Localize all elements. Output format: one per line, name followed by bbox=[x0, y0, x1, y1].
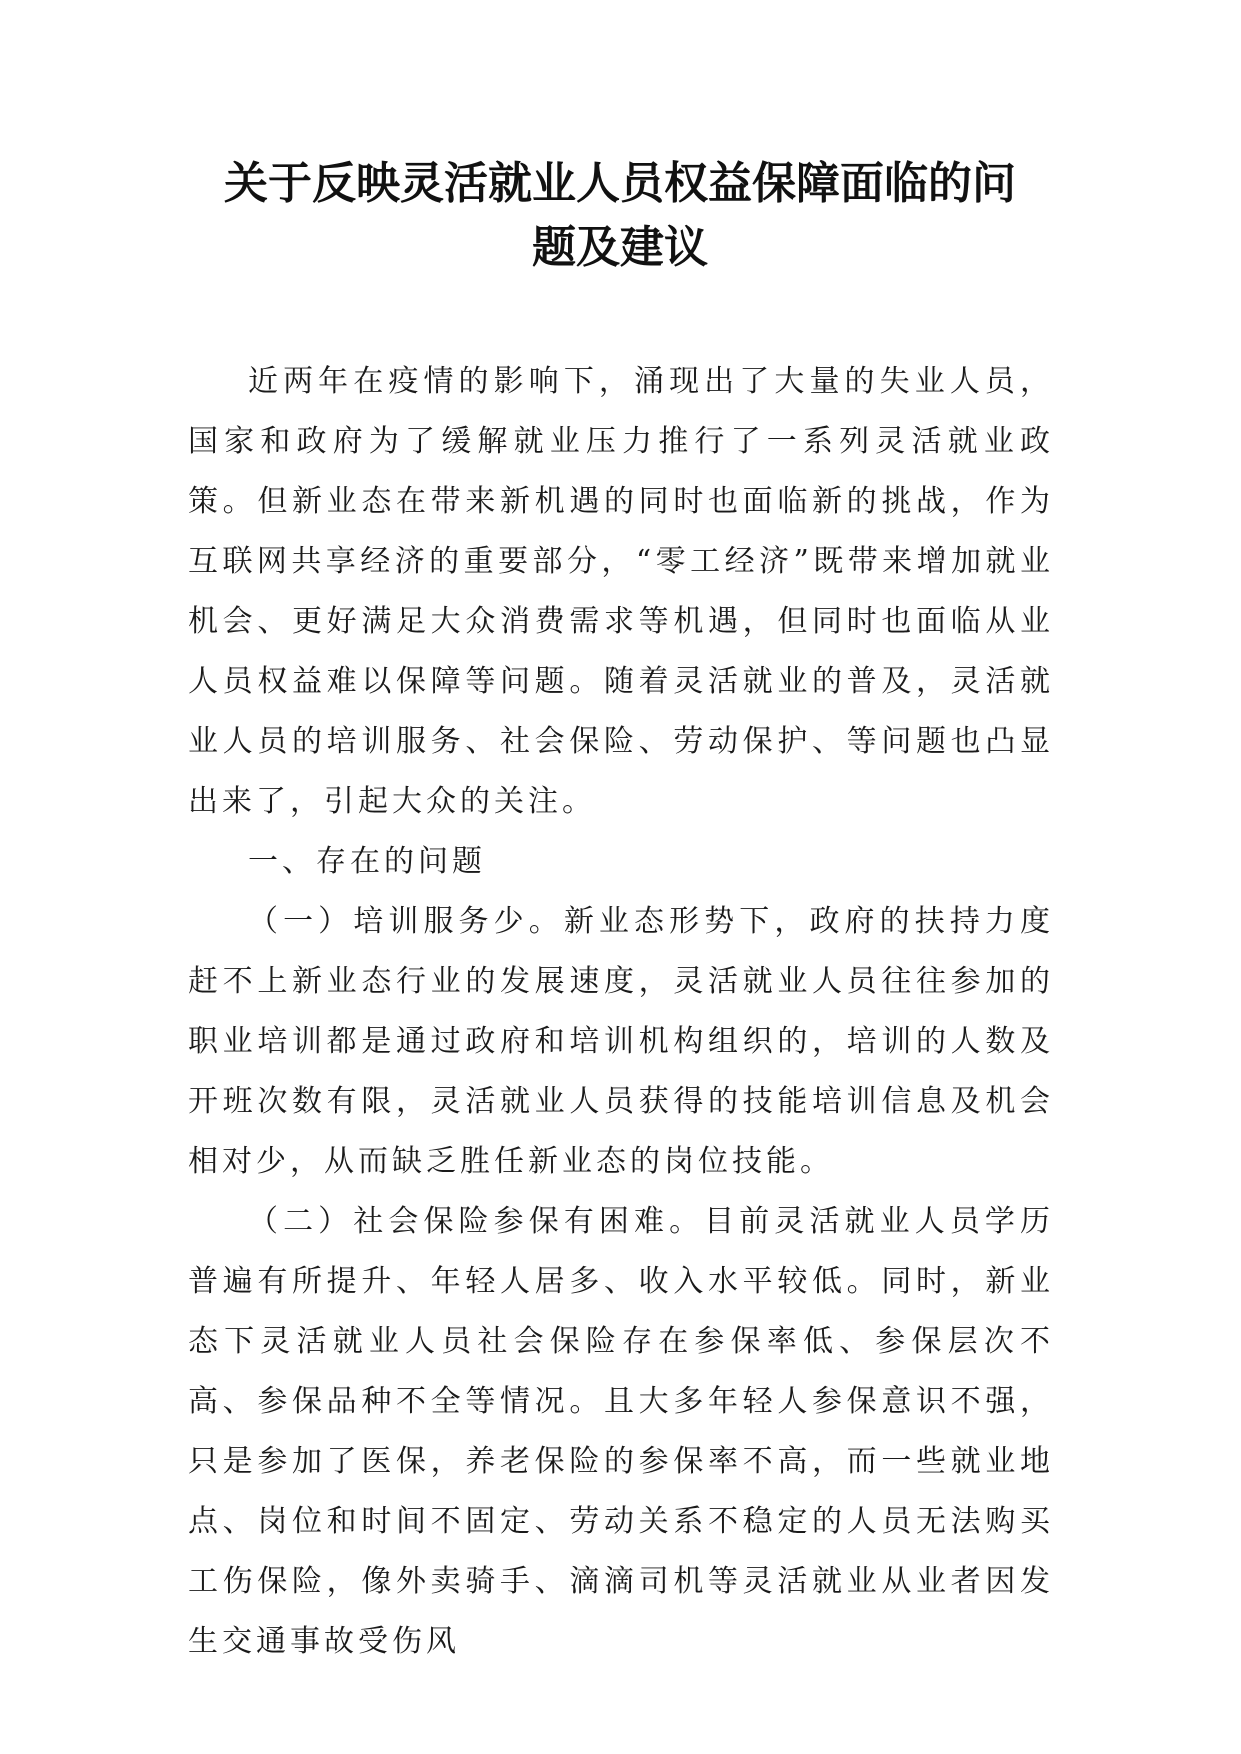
document-title bbox=[150, 152, 1090, 280]
paragraph-training: （一）培训服务少。新业态形势下，政府的扶持力度赶不上新业态行业的发展速度，灵活就业人员往往参加的职业培训都是通过政府和培训机构组织的，培训的人数及开班次数有限，灵活就业人员获得的技能培训信息及机会相对少，从而缺乏胜任新业态的岗位技能。 bbox=[188, 904, 1054, 1179]
document-body bbox=[188, 352, 1054, 1672]
section-heading-problems: 一、存在的问题 bbox=[248, 844, 486, 879]
paragraph-social-insurance: （二）社会保险参保有困难。目前灵活就业人员学历普遍有所提升、年轻人居多、收入水平较低。同时，新业态下灵活就业人员社会保险存在参保率低、参保层次不高、参保品种不全等情况。且大多年轻人参保意识不强，只是参加了医保，养老保险的参保率不高，而一些就业地点、岗位和时间不固定、劳动关系不稳定的人员无法购买工伤保险，像外卖骑手、滴滴司机等灵活就业从业者因发生交通事故受伤风 bbox=[188, 1204, 1054, 1659]
title-line-1: 关于反映灵活就业人员权益保障面临的问 bbox=[224, 158, 1016, 209]
paragraph-intro: 近两年在疫情的影响下，涌现出了大量的失业人员，国家和政府为了缓解就业压力推行了一系列灵活就业政策。但新业态在带来新机遇的同时也面临新的挑战，作为互联网共享经济的重要部分，“零工经济”既带来增加就业机会、更好满足大众消费需求等机遇，但同时也面临从业人员权益难以保障等问题。随着灵活就业的普及，灵活就业人员的培训服务、社会保险、劳动保护、等问题也凸显出来了，引起大众的关注。 bbox=[188, 364, 1054, 819]
title-line-2: 题及建议 bbox=[532, 222, 708, 273]
